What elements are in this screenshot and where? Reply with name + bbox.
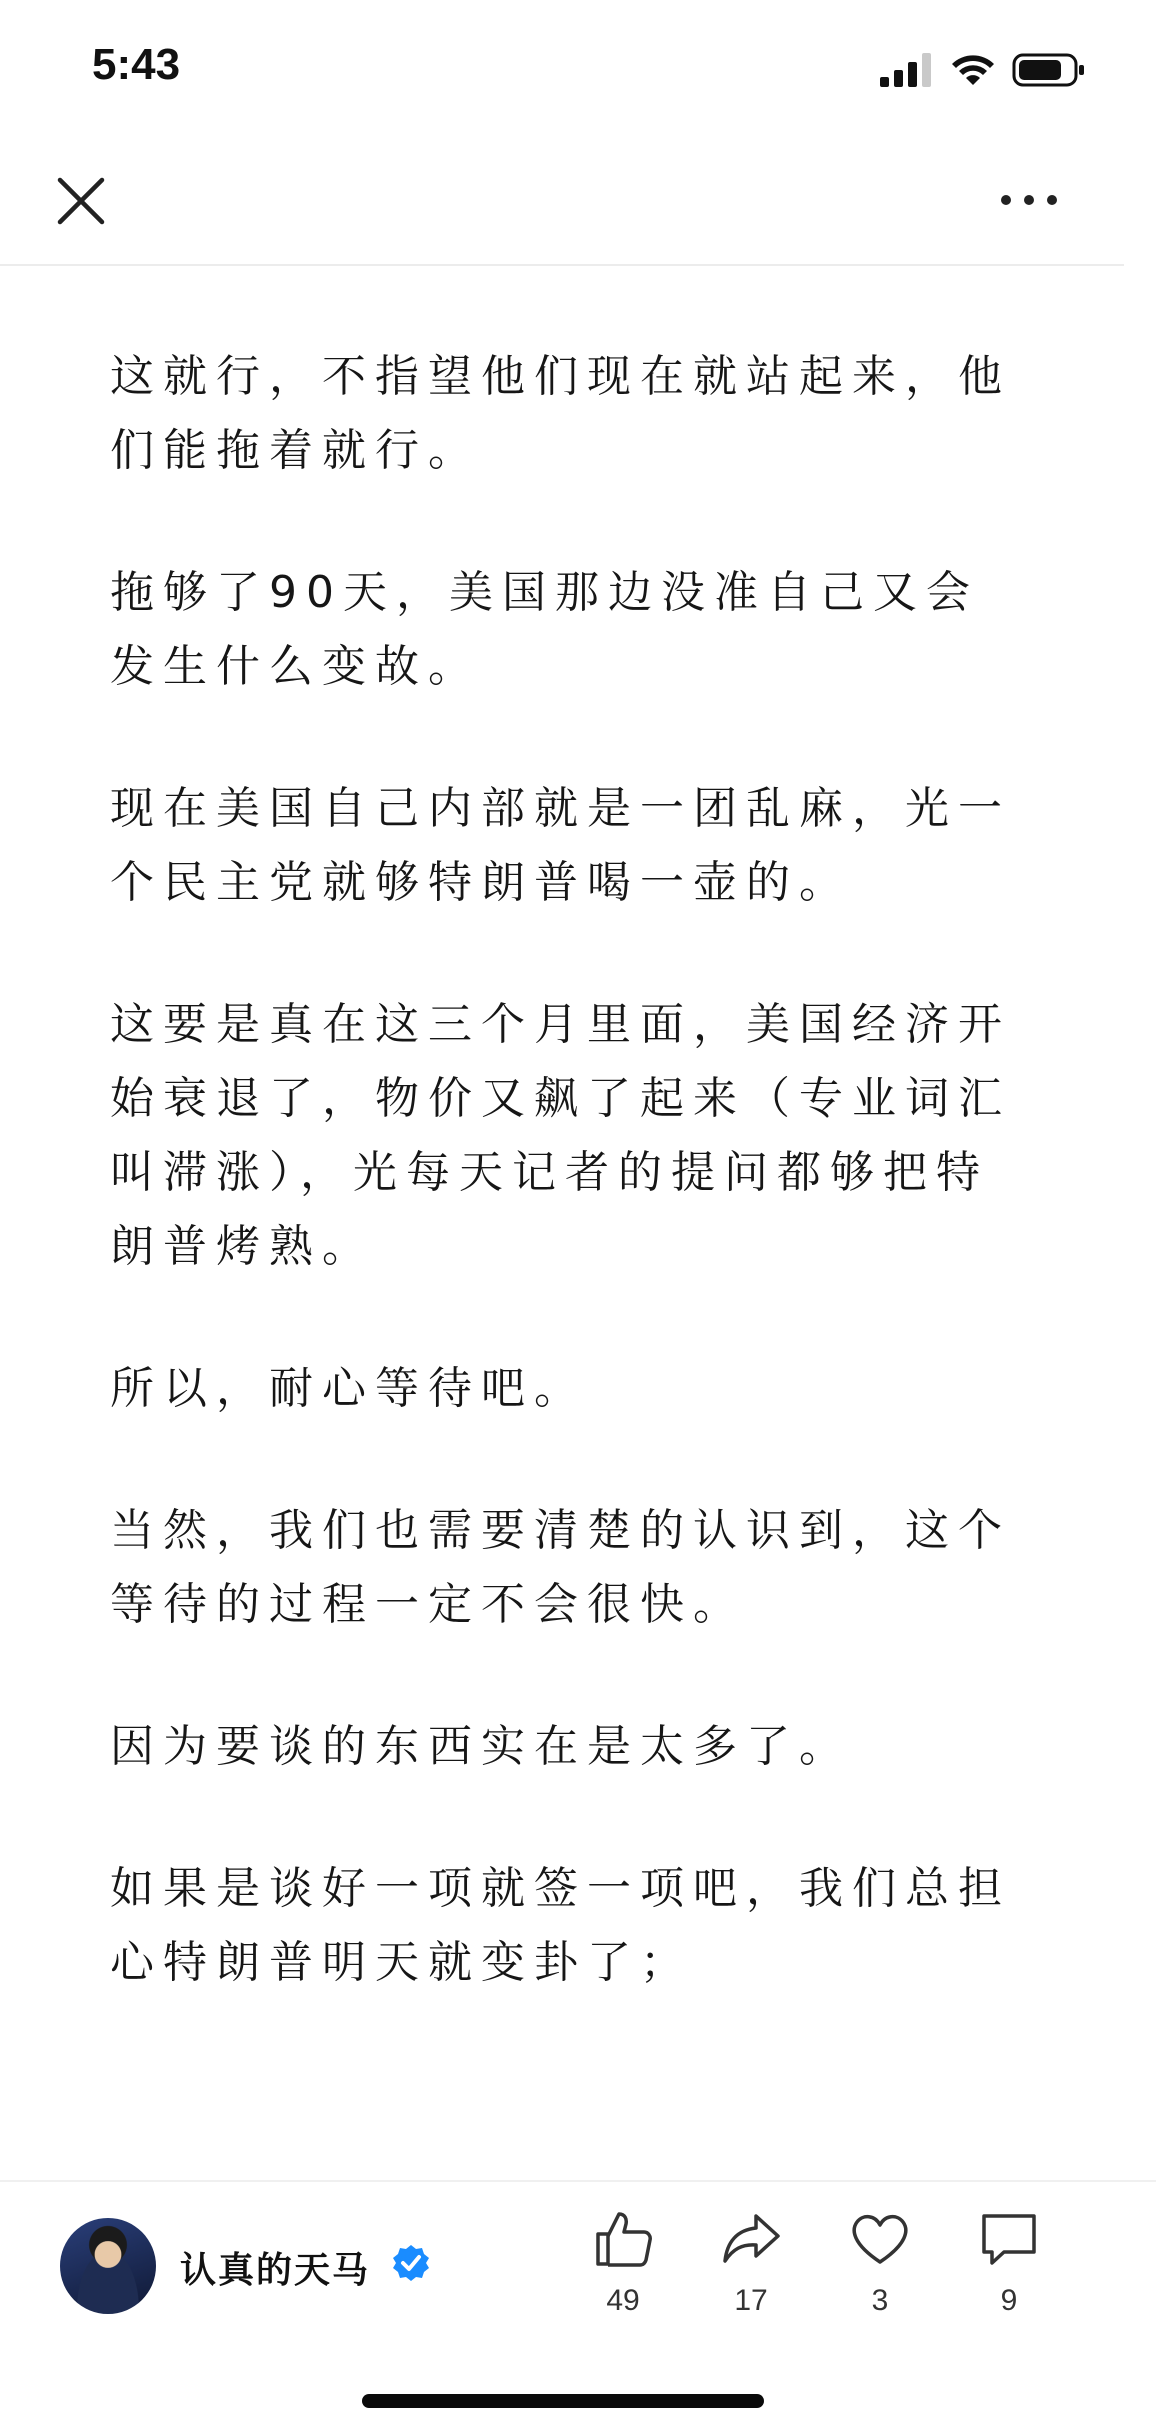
like-button[interactable] — [578, 2208, 668, 2318]
status-bar — [0, 0, 1156, 130]
status-icons — [880, 50, 1086, 90]
comment-count: 9 — [1000, 2284, 1018, 2317]
favorite-count: 3 — [871, 2284, 889, 2317]
paragraph: 如果是谈好一项就签一项吧，我们总担心特朗普明天就变卦了； — [110, 1863, 1011, 1988]
paragraph: 现在美国自己内部就是一团乱麻，光一个民主党就够特朗普喝一壶的。 — [110, 783, 1011, 908]
article-body — [110, 340, 1030, 2068]
more-icon — [994, 180, 1064, 220]
nav-bar — [0, 130, 1124, 266]
like-count: 49 — [606, 2284, 640, 2317]
battery-icon — [1012, 52, 1086, 88]
paragraph: 这要是真在这三个月里面，美国经济开始衰退了，物价又飙了起来（专业词汇叫滞涨），光每天记者的提问都够把特朗普烤熟。 — [110, 999, 1011, 1272]
heart-icon — [849, 2208, 911, 2270]
close-button[interactable] — [52, 172, 110, 230]
author-avatar[interactable] — [60, 2218, 156, 2314]
share-icon — [720, 2208, 782, 2270]
verified-badge-icon — [392, 2244, 430, 2282]
signal-icon — [880, 53, 934, 87]
share-button[interactable] — [706, 2208, 796, 2318]
paragraph: 因为要谈的东西实在是太多了。 — [110, 1721, 852, 1772]
more-button[interactable] — [994, 180, 1064, 220]
paragraph: 所以，耐心等待吧。 — [110, 1363, 587, 1414]
close-icon — [52, 172, 110, 230]
comment-icon — [978, 2208, 1040, 2270]
author-name[interactable]: 认真的天马 — [180, 2250, 371, 2291]
home-indicator — [362, 2394, 764, 2408]
comment-button[interactable] — [964, 2208, 1054, 2318]
bottom-action-bar — [0, 2180, 1156, 2362]
favorite-button[interactable] — [835, 2208, 925, 2318]
share-count: 17 — [734, 2284, 768, 2317]
paragraph: 当然，我们也需要清楚的认识到，这个等待的过程一定不会很快。 — [110, 1505, 1011, 1630]
paragraph: 拖够了90天，美国那边没准自己又会发生什么变故。 — [110, 567, 979, 692]
status-time: 5:43 — [92, 40, 181, 89]
wifi-icon — [950, 53, 996, 87]
thumbs-up-icon — [592, 2208, 654, 2270]
paragraph: 这就行，不指望他们现在就站起来，他们能拖着就行。 — [110, 351, 1011, 476]
